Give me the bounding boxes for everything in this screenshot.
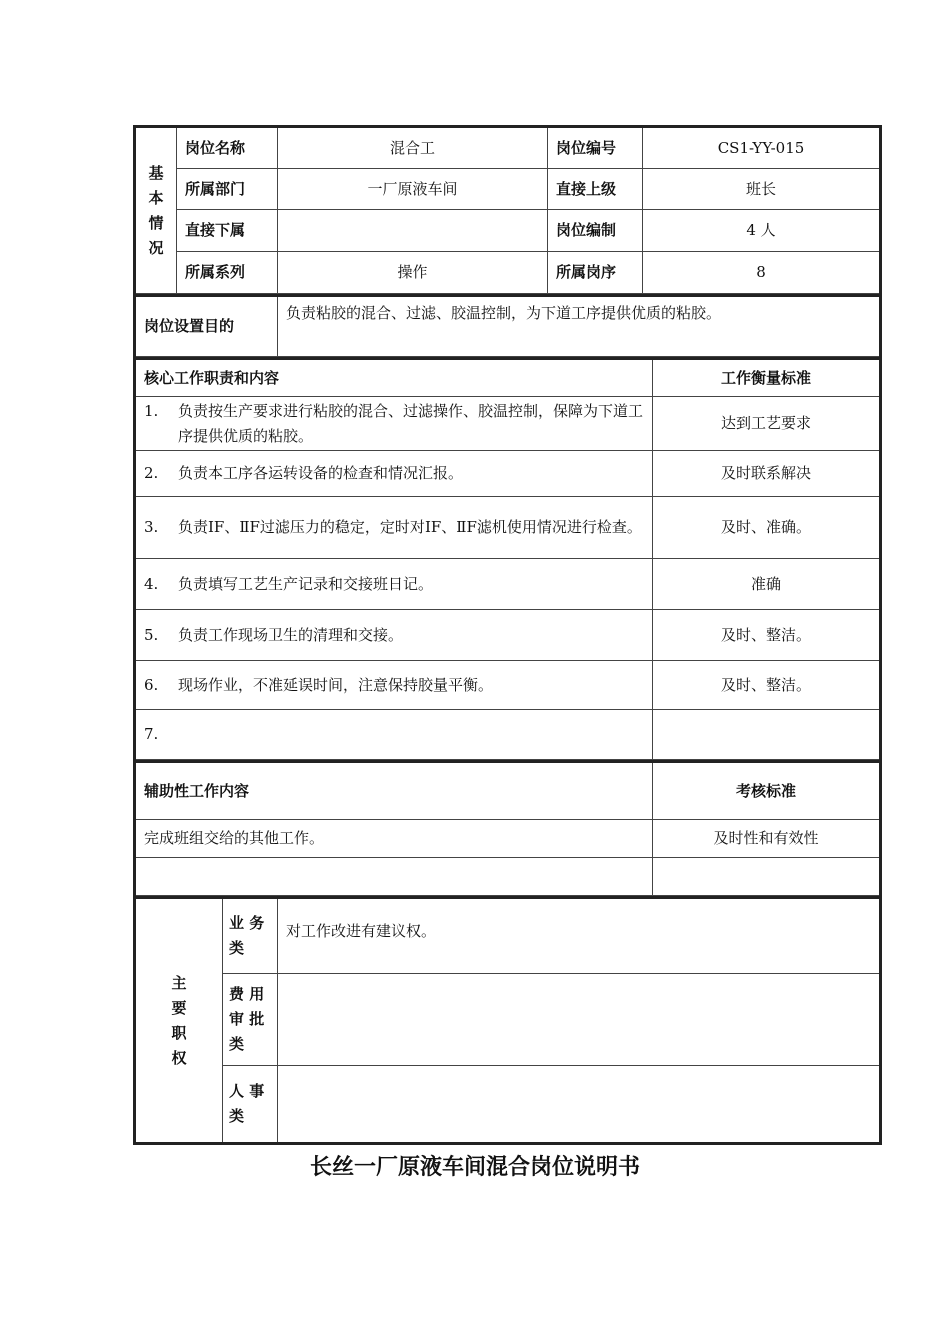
core-duty-text: 负责工作现场卫生的清理和交接。 <box>178 625 404 644</box>
label-series: 所属系列 <box>177 252 278 294</box>
core-duty-row: 4. 负责填写工艺生产记录和交接班日记。 <box>135 559 653 610</box>
label-post-name: 岗位名称 <box>177 127 278 169</box>
purpose-label: 岗位设置目的 <box>135 296 278 357</box>
core-duty-standard: 准确 <box>653 559 881 610</box>
core-duty-row: 7. <box>135 710 653 760</box>
basic-info-table <box>133 125 882 294</box>
core-duty-standard: 及时、整洁。 <box>653 610 881 661</box>
label-post-rank: 所属岗序 <box>548 252 643 294</box>
core-duty-row: 5. 负责工作现场卫生的清理和交接。 <box>135 610 653 661</box>
value-series: 操作 <box>278 252 548 294</box>
authority-category-business: 业 务 类 <box>223 898 278 974</box>
core-duty-standard: 达到工艺要求 <box>653 397 881 451</box>
authority-section-label: 主 要 职 权 <box>135 898 223 1144</box>
auxiliary-header: 辅助性工作内容 <box>135 762 653 820</box>
value-direct-subordinate <box>278 210 548 252</box>
label-direct-subordinate: 直接下属 <box>177 210 278 252</box>
core-duty-text: 负责按生产要求进行粘胶的混合、过滤操作、胶温控制，保障为下道工序提供优质的粘胶。 <box>178 401 644 445</box>
core-duty-text: 负责本工序各运转设备的检查和情况汇报。 <box>178 464 464 482</box>
auxiliary-item: 完成班组交给的其他工作。 <box>135 820 653 858</box>
value-post-code: CS1-YY-015 <box>643 127 881 169</box>
label-post-code: 岗位编号 <box>548 127 643 169</box>
authority-category-personnel: 人 事 类 <box>223 1066 278 1144</box>
core-standard-header: 工作衡量标准 <box>653 359 881 397</box>
auxiliary-duties-table <box>133 760 882 896</box>
auxiliary-item <box>135 858 653 896</box>
value-direct-superior: 班长 <box>643 169 881 210</box>
label-direct-superior: 直接上级 <box>548 169 643 210</box>
core-duty-text: 负责ⅠF、ⅡF过滤压力的稳定，定时对ⅠF、ⅡF滤机使用情况进行检查。 <box>178 518 642 536</box>
auxiliary-standard-header: 考核标准 <box>653 762 881 820</box>
auxiliary-standard <box>653 858 881 896</box>
core-duty-text: 现场作业，不准延误时间，注意保持胶量平衡。 <box>178 675 494 694</box>
authority-content-personnel <box>278 1066 881 1144</box>
basic-section-label: 基 本 情 况 <box>135 127 177 294</box>
purpose-text: 负责粘胶的混合、过滤、胶温控制，为下道工序提供优质的粘胶。 <box>278 296 881 357</box>
core-duties-table <box>133 357 882 760</box>
purpose-table <box>133 294 882 357</box>
core-duty-row: 2. 负责本工序各运转设备的检查和情况汇报。 <box>135 451 653 497</box>
core-duty-standard <box>653 710 881 760</box>
value-department: 一厂原液车间 <box>278 169 548 210</box>
document-title: 长丝一厂原液车间混合岗位说明书 <box>309 1155 640 1180</box>
job-description-sheet <box>133 125 879 1145</box>
auxiliary-standard: 及时性和有效性 <box>653 820 881 858</box>
authority-content-business: 对工作改进有建议权。 <box>278 898 881 974</box>
label-headcount: 岗位编制 <box>548 210 643 252</box>
core-duty-standard: 及时、准确。 <box>653 497 881 559</box>
core-duty-row: 3. 负责ⅠF、ⅡF过滤压力的稳定，定时对ⅠF、ⅡF滤机使用情况进行检查。 <box>135 497 653 559</box>
core-duty-standard: 及时联系解决 <box>653 451 881 497</box>
authority-table <box>133 896 882 1145</box>
authority-category-expense: 费 用 审 批 类 <box>223 974 278 1066</box>
core-duties-header: 核心工作职责和内容 <box>135 359 653 397</box>
core-duty-text: 负责填写工艺生产记录和交接班日记。 <box>178 574 434 593</box>
authority-content-expense <box>278 974 881 1066</box>
value-headcount: 4 人 <box>643 210 881 252</box>
core-duty-standard: 及时、整洁。 <box>653 661 881 710</box>
value-post-rank: 8 <box>643 252 881 294</box>
value-post-name: 混合工 <box>278 127 548 169</box>
label-department: 所属部门 <box>177 169 278 210</box>
core-duty-row: 6. 现场作业，不准延误时间，注意保持胶量平衡。 <box>135 661 653 710</box>
core-duty-row: 1. 负责按生产要求进行粘胶的混合、过滤操作、胶温控制，保障为下道工序提供优质的粘胶。 <box>135 397 653 451</box>
